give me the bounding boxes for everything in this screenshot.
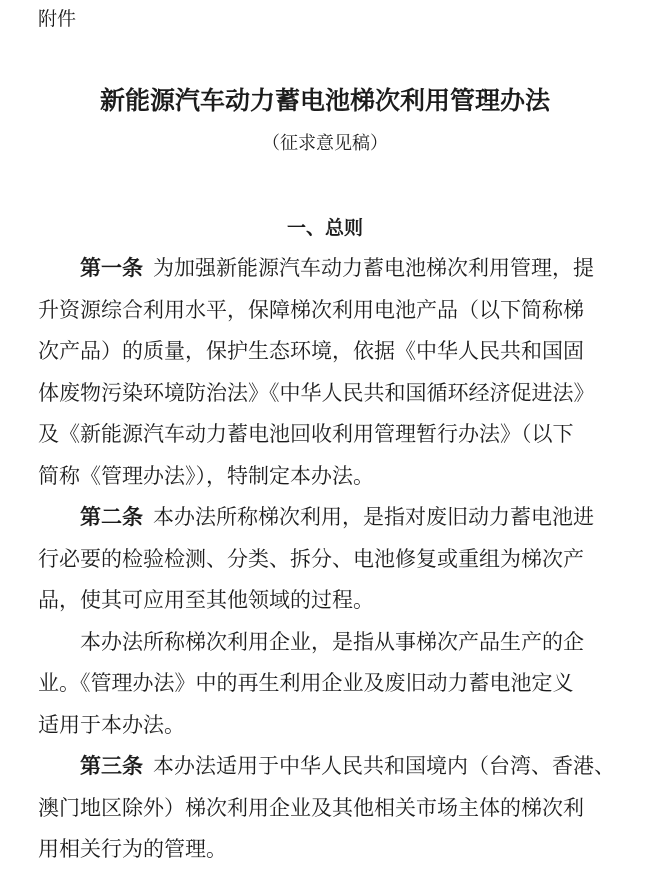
body-line — [38, 622, 618, 664]
article-number: 第二条 — [80, 505, 143, 529]
body-line — [38, 663, 618, 705]
body-line — [38, 829, 618, 871]
body-line-text: 及《新能源汽车动力蓄电池回收利用管理暂行办法》（以下 — [38, 422, 574, 446]
body-line-text: 业。《管理办法》中的再生利用企业及废旧动力蓄电池定义 — [38, 671, 574, 695]
body-line-text: 本办法所称梯次利用，是指对废旧动力蓄电池进 — [153, 505, 594, 529]
body-line-text: 澳门地区除外）梯次利用企业及其他相关市场主体的梯次利 — [38, 795, 584, 820]
body-line — [38, 497, 618, 539]
attachment-label: 附件 — [38, 8, 77, 30]
body-line-text: 品，使其可应用至其他领域的过程。 — [38, 588, 374, 612]
body-line — [38, 373, 618, 415]
body-line — [38, 746, 618, 788]
body-line — [38, 290, 618, 332]
article-number: 第三条 — [80, 754, 143, 778]
body-text — [38, 248, 618, 871]
body-line-text: 简称《管理办法》），特制定本办法。 — [38, 463, 374, 488]
body-line-text: 适用于本办法。 — [38, 712, 185, 737]
body-line — [38, 248, 618, 290]
body-line-text: 用相关行为的管理。 — [38, 837, 227, 861]
body-line — [38, 580, 618, 622]
body-line — [38, 456, 618, 498]
section-heading: 一、总则 — [286, 217, 363, 239]
body-line-text: 体废物污染环境防治法》《中华人民共和国循环经济促进法》 — [38, 380, 595, 405]
body-line-text: 次产品）的质量，保护生态环境，依据《中华人民共和国固 — [38, 339, 584, 363]
body-line — [38, 705, 618, 747]
body-line-text: 升资源综合利用水平，保障梯次利用电池产品（以下简称梯 — [38, 297, 584, 322]
body-line-text: 本办法所称梯次利用企业，是指从事梯次产品生产的企 — [80, 629, 584, 654]
body-line-text: 本办法适用于中华人民共和国境内（台湾、香港、 — [153, 754, 615, 778]
article-number: 第一条 — [80, 256, 143, 280]
body-line-text: 为加强新能源汽车动力蓄电池梯次利用管理，提 — [153, 256, 594, 280]
body-line — [38, 788, 618, 830]
document-title: 新能源汽车动力蓄电池梯次利用管理办法 — [99, 86, 550, 115]
document-subtitle: （征求意见稿） — [262, 133, 388, 154]
body-line-text: 行必要的检验检测、分类、拆分、电池修复或重组为梯次产 — [38, 546, 584, 571]
body-line — [38, 414, 618, 456]
body-line — [38, 331, 618, 373]
body-line — [38, 539, 618, 581]
